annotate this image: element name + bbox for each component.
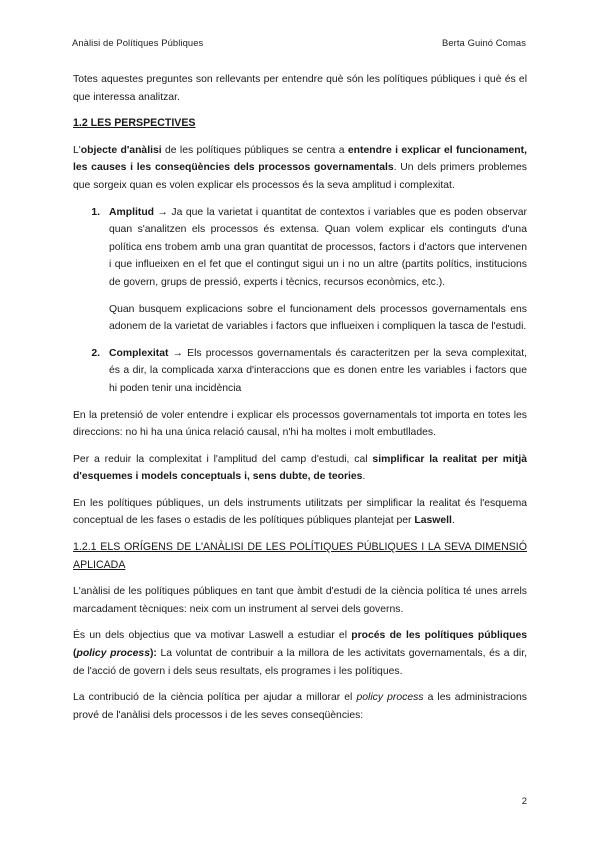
p4-text-c: . (362, 471, 366, 483)
header-course-title: Anàlisi de Polítiques Públiques (72, 37, 204, 48)
p7-italic-policy: policy process (76, 648, 150, 660)
p2-bold-focus: entendre i explicar el funcionament, les causes i les conseqüències dels processos governamentals (73, 144, 527, 174)
arrow-icon: → (154, 206, 172, 218)
list-item-text (109, 345, 527, 398)
p7-bold-process: procés de les polítiques públiques (351, 630, 528, 642)
list-description: Ja que la varietat i quantitat de contextos i variables que es poden observar quan s'analitzen els processos és extensa. Quan volem explicar els continguts d'una política ens trobem amb una gran quantitat de processos, factors i d'actors que intervenen i que influeixen en el fet que el contingut sigui un i no un altre (partits polítics, institucions de govern, grups de pressió, experts i tècnics, recursos econòmics, etc.). (109, 206, 527, 288)
page-header (72, 37, 526, 48)
list-item-amplitud (73, 204, 527, 292)
p5-bold-laswell: Laswell (414, 515, 452, 527)
arrow-icon: → (168, 347, 188, 359)
list-term: Amplitud (109, 206, 155, 218)
page-content (73, 71, 527, 733)
p4-text-a: Per a reduir la complexitat i l'amplitud del camp d'estudi, cal (73, 453, 373, 465)
origins-paragraph: L'anàlisi de les polítiques públiques en tant que àmbit d'estudi de la ciència política té unes arrels marcadament tècniques: neix com un instrument al servei dels governs. (73, 586, 527, 615)
section-heading: 1.2 LES PERSPECTIVES (73, 117, 196, 130)
p2-text-c: de les polítiques públiques se centra a (161, 144, 348, 156)
list-item-complexitat (73, 345, 527, 398)
subsection-heading: 1.2.1 ELS ORÍGENS DE L'ANÀLISI DE LES POLÍTIQUES PÚBLIQUES I LA SEVA DIMENSIÓ APLICADA (73, 541, 527, 571)
laswell-paragraph (73, 495, 527, 530)
page-number: 2 (521, 795, 527, 806)
p2-text-e: . Un dels primers problemes que sorgeix quan es volen explicar els processos és la seva amplitud i complexitat. (73, 162, 527, 191)
list-number: 2. (91, 347, 100, 359)
header-author: Berta Guinó Comas (441, 37, 526, 48)
causality-paragraph: En la pretensió de voler entendre i explicar els processos governamentals tot importa en totes les direccions: no hi ha una única relació causal, n'hi ha moltes i molt embutllades. (73, 409, 527, 439)
list-description: Els processos governamentals és caracteritzen per la seva complexitat, és a dir, la complicada xarxa d'interaccions que es donen entre les variables i factors que hi poden tenir una incidència (109, 347, 527, 394)
list-item-text (109, 204, 527, 292)
list-term: Complexitat (109, 347, 169, 359)
p7-text-f: La voluntat de contribuir a la millora de les activitats governamentals, és a dir, de l'acció de govern i dels seus resultats, els programes i les polítiques. (73, 648, 527, 677)
p7-bold-paren-close: ): (149, 648, 157, 660)
p8-text-c: a les administracions prové de l'anàlisi dels processos i de les seves conseqüències: (73, 692, 527, 721)
p4-bold: simplificar la realitat per mitjà d'esquemes i models conceptuals i, sens dubte, de teories (73, 453, 527, 483)
intro-paragraph: Totes aquestes preguntes son rellevants per entendre què són les polítiques públiques i què és el que interessa analitzar. (73, 74, 527, 103)
p7-bold-paren-open: ( (73, 648, 77, 660)
p8-text-a: La contribució de la ciència política per ajudar a millorar el (73, 692, 357, 704)
list-number: 1. (91, 206, 100, 218)
p7-text-a: És un dels objectius que va motivar Laswell a estudiar el (73, 630, 352, 642)
simplify-paragraph (73, 451, 527, 486)
contribution-paragraph (73, 689, 527, 724)
p2-bold-object: objecte d'anàlisi (80, 144, 162, 156)
p5-text-a: En les polítiques públiques, un dels instruments utilitzats per simplificar la realitat és l'esquema conceptual de les fases o estadis de les polítiques públiques plantejat per (73, 497, 527, 527)
p5-text-c: . (451, 515, 455, 527)
p8-italic-policy: policy process (356, 692, 424, 704)
policy-process-paragraph (73, 627, 527, 680)
amplitud-note-paragraph: Quan busquem explicacions sobre el funcionament dels processos governamentals ens adonem de la varietat de variables i factors que influeixen i compliquen la tasca de l'estudi. (109, 303, 527, 333)
p2-text-a: L' (73, 144, 81, 156)
perspectives-paragraph (73, 142, 527, 195)
